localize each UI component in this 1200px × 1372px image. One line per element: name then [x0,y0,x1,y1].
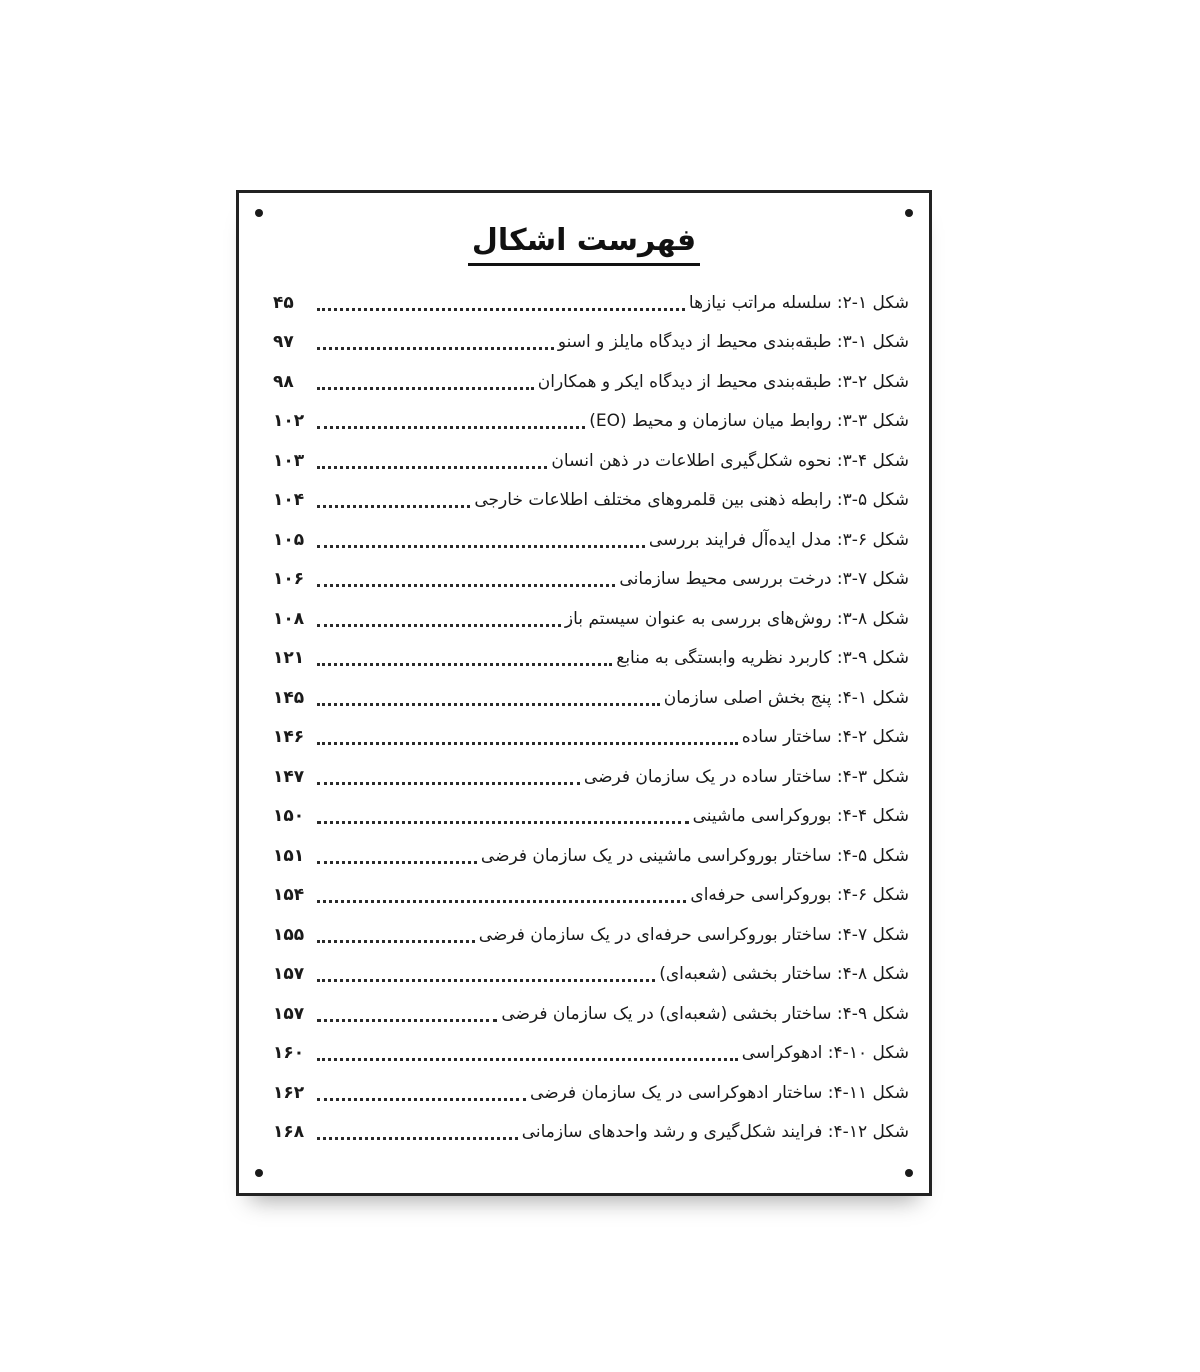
entry-page-number: ۱۰۴ [273,490,305,511]
entry-label: شکل ۹-۳: کاربرد نظریه وابستگی به منابع [616,648,909,669]
dot-leader [317,544,645,548]
entry-label: شکل ۶-۳: مدل ایده‌آل فرایند بررسی [648,529,909,550]
entry-label: شکل ۸-۳: روش‌های بررسی به عنوان سیستم باز [564,608,909,629]
list-item [273,836,909,876]
dot-leader [317,860,477,864]
entry-page-number: ۱۵۱ [273,845,305,866]
dot-leader [317,899,686,903]
dot-leader [317,1097,526,1101]
entry-page-number: ۱۰۳ [273,450,305,471]
entry-label: شکل ۱۰-۴: ادهوکراسی [741,1043,909,1064]
list-item [273,481,909,521]
entry-label: شکل ۵-۴: ساختار بوروکراسی ماشینی در یک سازمان فرضی [480,845,909,866]
entry-page-number: ۱۶۲ [273,1082,305,1103]
dot-leader [317,820,689,824]
dot-leader [317,346,554,350]
dot-leader [317,1136,518,1140]
entry-label: شکل ۸-۴: ساختار بخشی (شعبه‌ای) [659,964,909,985]
corner-dot-icon [255,1169,263,1177]
dot-leader [317,307,685,311]
dot-leader [317,1057,738,1061]
entry-label: شکل ۳-۳: روابط میان سازمان و محیط (EO) [589,411,909,432]
page-frame [236,190,932,1196]
entry-page-number: ۱۵۷ [273,1003,305,1024]
page-title [239,223,929,266]
entry-label: شکل ۶-۴: بوروکراسی حرفه‌ای [690,885,909,906]
entry-label: شکل ۱-۴: پنج بخش اصلی سازمان [663,687,909,708]
list-item [273,994,909,1034]
corner-dot-icon [255,209,263,217]
list-item [273,1113,909,1153]
page-title-text: فهرست اشکال [468,224,700,266]
list-item [273,283,909,323]
entry-page-number: ۱۵۴ [273,885,305,906]
entry-label: شکل ۳-۴: ساختار ساده در یک سازمان فرضی [583,766,909,787]
list-item [273,520,909,560]
list-item [273,718,909,758]
list-item [273,599,909,639]
list-item [273,1034,909,1074]
list-item [273,323,909,363]
entry-page-number: ۱۰۸ [273,608,305,629]
entry-page-number: ۱۵۵ [273,924,305,945]
dot-leader [317,781,580,785]
entry-label: شکل ۱۲-۴: فرایند شکل‌گیری و رشد واحدهای سازمانی [521,1122,909,1143]
corner-dot-icon [905,1169,913,1177]
entry-label: شکل ۱-۲: سلسله مراتب نیازها [688,292,909,313]
corner-dot-icon [905,209,913,217]
list-item [273,402,909,442]
entry-label: شکل ۹-۴: ساختار بخشی (شعبه‌ای) در یک سازمان فرضی [501,1003,909,1024]
list-item [273,362,909,402]
dot-leader [317,465,547,469]
figure-list [273,283,909,1152]
entry-label: شکل ۱۱-۴: ساختار ادهوکراسی در یک سازمان فرضی [530,1082,909,1103]
entry-label: شکل ۷-۴: ساختار بوروکراسی حرفه‌ای در یک سازمان فرضی [478,924,909,945]
entry-page-number: ۴۵ [273,292,294,313]
list-item [273,639,909,679]
dot-leader [317,623,561,627]
dot-leader [317,1018,497,1022]
entry-page-number: ۱۶۰ [273,1043,305,1064]
dot-leader [317,662,612,666]
entry-page-number: ۹۷ [273,332,294,353]
list-item [273,797,909,837]
dot-leader [317,741,738,745]
list-item [273,441,909,481]
entry-label: شکل ۱-۳: طبقه‌بندی محیط از دیدگاه مایلز و اسنو [557,332,909,353]
entry-page-number: ۹۸ [273,371,294,392]
entry-label: شکل ۷-۳: درخت بررسی محیط سازمانی [619,569,909,590]
dot-leader [317,702,660,706]
entry-page-number: ۱۵۰ [273,806,305,827]
list-item [273,757,909,797]
entry-page-number: ۱۶۸ [273,1122,305,1143]
entry-label: شکل ۴-۳: نحوه شکل‌گیری اطلاعات در ذهن انسان [551,450,909,471]
list-item [273,678,909,718]
entry-page-number: ۱۴۵ [273,687,305,708]
entry-page-number: ۱۰۲ [273,411,305,432]
list-item [273,560,909,600]
entry-page-number: ۱۵۷ [273,964,305,985]
list-item [273,955,909,995]
dot-leader [317,978,655,982]
dot-leader [317,425,585,429]
dot-leader [317,583,615,587]
entry-label: شکل ۴-۴: بوروکراسی ماشینی [692,806,909,827]
list-item [273,915,909,955]
list-item [273,876,909,916]
dot-leader [317,939,475,943]
entry-label: شکل ۲-۳: طبقه‌بندی محیط از دیدگاه ایکر و همکاران [537,371,909,392]
dot-leader [317,504,470,508]
entry-label: شکل ۲-۴: ساختار ساده [741,727,909,748]
entry-label: شکل ۵-۳: رابطه ذهنی بین قلمروهای مختلف اطلاعات خارجی [474,490,909,511]
entry-page-number: ۱۰۶ [273,569,305,590]
entry-page-number: ۱۲۱ [273,648,305,669]
entry-page-number: ۱۰۵ [273,529,305,550]
list-item [273,1073,909,1113]
entry-page-number: ۱۴۷ [273,766,305,787]
entry-page-number: ۱۴۶ [273,727,305,748]
dot-leader [317,386,534,390]
